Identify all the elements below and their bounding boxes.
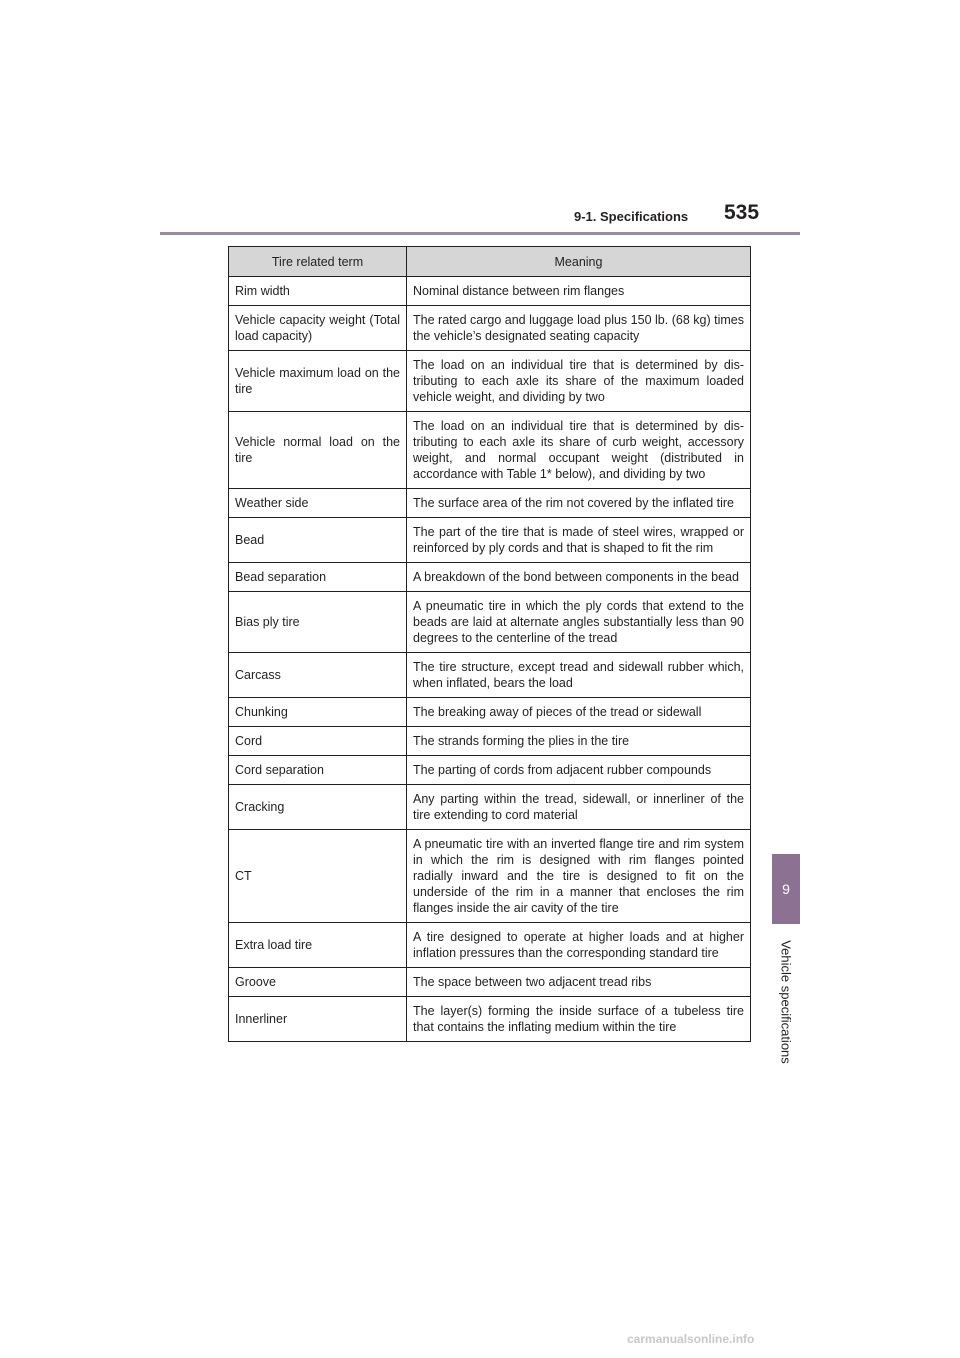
table-row — [229, 563, 751, 592]
table-row — [229, 518, 751, 563]
term-cell: Weather side — [229, 489, 407, 518]
meaning-cell: The rated cargo and luggage load plus 150 lb. (68 kg) times the vehicle’s designated seating capacity — [407, 306, 751, 351]
meaning-cell: The breaking away of pieces of the tread or sidewall — [407, 698, 751, 727]
meaning-cell: The tire structure, except tread and sidewall rubber which, when inflated, bears the load — [407, 653, 751, 698]
table-body — [229, 277, 751, 1042]
table-header-row — [229, 247, 751, 277]
meaning-cell: A breakdown of the bond between components in the bead — [407, 563, 751, 592]
table-row — [229, 830, 751, 923]
meaning-cell: Any parting within the tread, sidewall, or innerliner of the tire extending to cord material — [407, 785, 751, 830]
table-row — [229, 968, 751, 997]
term-cell: Chunking — [229, 698, 407, 727]
term-cell: Carcass — [229, 653, 407, 698]
table-row — [229, 277, 751, 306]
term-cell: Bead separation — [229, 563, 407, 592]
table-row — [229, 592, 751, 653]
table-row — [229, 489, 751, 518]
term-cell: Bead — [229, 518, 407, 563]
term-cell: Vehicle maximum load on the tire — [229, 351, 407, 412]
term-cell: Vehicle capacity weight (Total load capacity) — [229, 306, 407, 351]
term-cell: Rim width — [229, 277, 407, 306]
table-row — [229, 923, 751, 968]
meaning-cell: The load on an individual tire that is determined by dis-tributing to each axle its share of the maximum loaded vehicle weight, and dividing by two — [407, 351, 751, 412]
chapter-tab — [772, 854, 800, 924]
table-row — [229, 412, 751, 489]
term-cell: Cord separation — [229, 756, 407, 785]
table-row — [229, 727, 751, 756]
term-cell: Bias ply tire — [229, 592, 407, 653]
table-row — [229, 351, 751, 412]
table-row — [229, 653, 751, 698]
term-cell: Extra load tire — [229, 923, 407, 968]
column-header-term: Tire related term — [229, 247, 407, 277]
table-row — [229, 306, 751, 351]
term-cell: Cracking — [229, 785, 407, 830]
watermark: carmanualsonline.info — [627, 1332, 755, 1346]
meaning-cell: The parting of cords from adjacent rubber compounds — [407, 756, 751, 785]
term-cell: Innerliner — [229, 997, 407, 1042]
page-number: 535 — [724, 201, 760, 224]
tire-terms-table — [228, 246, 751, 1042]
meaning-cell: A pneumatic tire with an inverted flange tire and rim system in which the rim is designed with rim flanges pointed radially inward and the tire is designed to fit on the underside of the rim in a manner that encloses the rim flanges inside the air cavity of the tire — [407, 830, 751, 923]
chapter-number: 9 — [782, 881, 790, 897]
meaning-cell: The space between two adjacent tread ribs — [407, 968, 751, 997]
section-title: 9-1. Specifications — [574, 209, 689, 224]
meaning-cell: A pneumatic tire in which the ply cords that extend to the beads are laid at alternate angles substantially less than 90 degrees to the centerline of the tread — [407, 592, 751, 653]
meaning-cell: Nominal distance between rim flanges — [407, 277, 751, 306]
term-cell: Groove — [229, 968, 407, 997]
table-row — [229, 785, 751, 830]
meaning-cell: The strands forming the plies in the tire — [407, 727, 751, 756]
meaning-cell: The surface area of the rim not covered by the inflated tire — [407, 489, 751, 518]
meaning-cell: The layer(s) forming the inside surface of a tubeless tire that contains the inflating medium within the tire — [407, 997, 751, 1042]
term-cell: Cord — [229, 727, 407, 756]
table-row — [229, 756, 751, 785]
chapter-title: Vehicle specifications — [778, 940, 794, 1064]
table-row — [229, 698, 751, 727]
meaning-cell: A tire designed to operate at higher loads and at higher inflation pressures than the corresponding standard tire — [407, 923, 751, 968]
meaning-cell: The load on an individual tire that is determined by dis-tributing to each axle its share of curb weight, accessory weight, and normal occupant weight (distributed in accordance with Table 1* below), and dividing by two — [407, 412, 751, 489]
table-row — [229, 997, 751, 1042]
header-divider — [160, 232, 800, 235]
column-header-meaning: Meaning — [407, 247, 751, 277]
meaning-cell: The part of the tire that is made of steel wires, wrapped or reinforced by ply cords and that is shaped to fit the rim — [407, 518, 751, 563]
term-cell: CT — [229, 830, 407, 923]
term-cell: Vehicle normal load on the tire — [229, 412, 407, 489]
